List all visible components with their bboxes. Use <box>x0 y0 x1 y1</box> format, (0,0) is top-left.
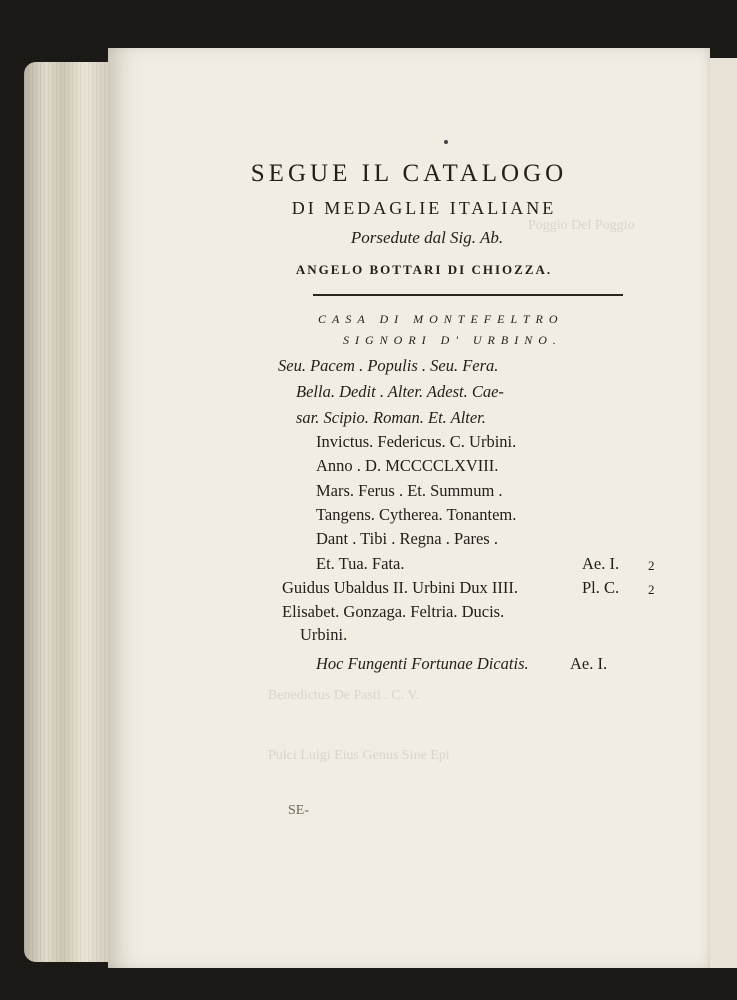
page-title: SEGUE IL CATALOGO <box>250 160 568 187</box>
ink-speck <box>444 140 448 144</box>
show-through: Poggio Del Poggio <box>528 218 635 233</box>
owner-name: ANGELO BOTTARI DI CHIOZZA. <box>295 262 553 277</box>
section-heading: SIGNORI D' URBINO. <box>343 333 562 347</box>
book-page <box>108 48 710 968</box>
owner-line: Porsedute dal Sig. Ab. <box>350 228 504 247</box>
text-line: Elisabet. Gonzaga. Feltria. Ducis. <box>282 602 505 621</box>
entry-number: 2 <box>648 582 655 597</box>
text-line: Guidus Ubaldus II. Urbini Dux IIII. <box>282 578 519 597</box>
text-line: Seu. Pacem . Populis . Seu. Fera. <box>278 356 499 375</box>
text-line: Mars. Ferus . Et. Summum . <box>316 481 503 500</box>
entry-code: Ae. I. <box>582 554 620 573</box>
text-line: Invictus. Federicus. C. Urbini. <box>316 432 517 451</box>
entry-code: Ae. I. <box>570 654 608 673</box>
text-line: Tangens. Cytherea. Tonantem. <box>316 505 517 524</box>
text-line: sar. Scipio. Roman. Et. Alter. <box>296 408 486 427</box>
text-line: Anno . D. MCCCCLXVIII. <box>316 456 499 475</box>
page-subtitle: DI MEDAGLIE ITALIANE <box>291 198 557 218</box>
facing-page-edge <box>706 58 737 968</box>
show-through: Benedictus De Pasti . C. V. <box>268 688 420 703</box>
entry-code: Pl. C. <box>582 578 620 597</box>
entry-number: 2 <box>648 558 655 573</box>
text-line: Hoc Fungenti Fortunae Dicatis. <box>316 654 529 673</box>
text-line: Et. Tua. Fata. <box>316 554 405 573</box>
divider-rule <box>313 294 623 296</box>
show-through: Pulci Luigi Eius Genus Sine Epi <box>268 748 450 763</box>
text-line: Urbini. <box>300 625 348 644</box>
page-signature: SE- <box>288 803 309 818</box>
text-line: Bella. Dedit . Alter. Adest. Cae- <box>296 382 504 401</box>
section-heading: CASA DI MONTEFELTRO <box>318 312 564 326</box>
text-line: Dant . Tibi . Regna . Pares . <box>316 529 498 548</box>
